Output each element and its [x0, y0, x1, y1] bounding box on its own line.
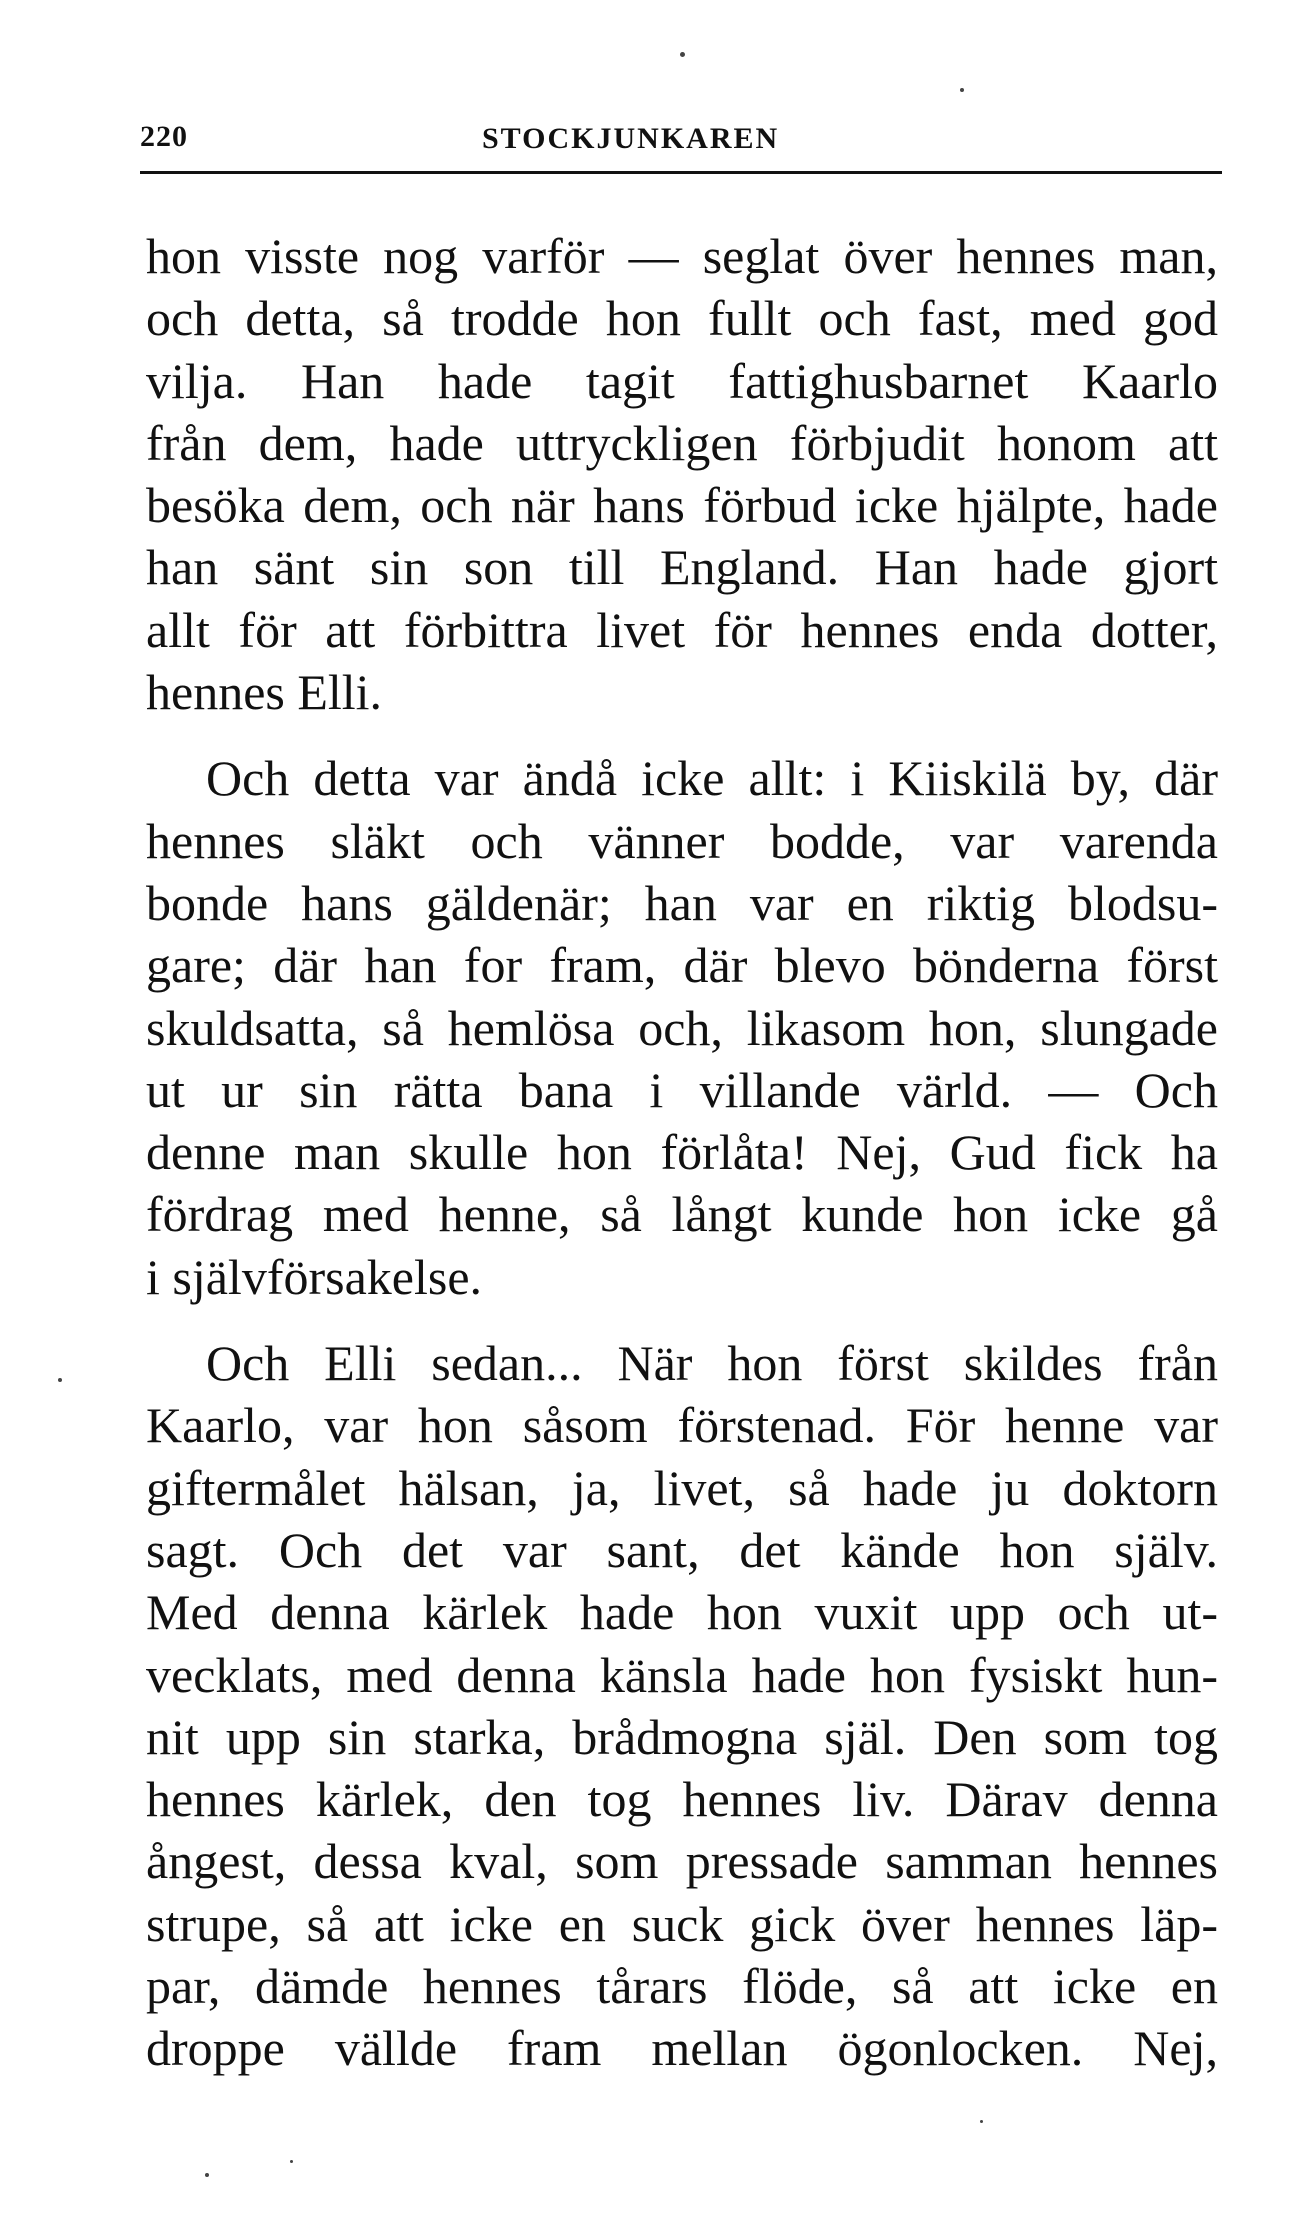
text-line: Och Elli sedan... När hon först skildes från [206, 1335, 1218, 1392]
text-line: besöka dem, och när hans förbud icke hjälpte, hade [146, 477, 1218, 534]
text-line: Med denna kärlek hade hon vuxit upp och ut- [146, 1584, 1218, 1641]
text-line: och detta, så trodde hon fullt och fast, med god [146, 290, 1218, 347]
text-line: i självförsakelse. [146, 1248, 483, 1305]
body-text [146, 225, 1218, 2104]
text-line: ångest, dessa kval, som pressade samman hennes [146, 1833, 1218, 1890]
text-line: från dem, hade uttryckligen förbjudit honom att [146, 414, 1218, 471]
running-title: STOCKJUNKAREN [482, 122, 780, 155]
text-line: gare; där han for fram, där blevo bönderna först [146, 937, 1218, 994]
text-line: skuldsatta, så hemlösa och, likasom hon, slungade [146, 999, 1218, 1056]
text-line: fördrag med henne, så långt kunde hon icke gå [146, 1186, 1218, 1243]
text-line: vilja. Han hade tagit fattighusbarnet Kaarlo [146, 352, 1218, 409]
text-line: droppe vällde fram mellan ögonlocken. Nej, [146, 2020, 1218, 2077]
scan-speck [960, 88, 964, 92]
header-rule [140, 171, 1222, 174]
paragraph-3 [146, 1332, 1218, 2080]
page-number: 220 [140, 120, 188, 153]
scan-speck [58, 1378, 62, 1382]
text-line: par, dämde hennes tårars flöde, så att icke en [146, 1958, 1218, 2015]
text-line: Och detta var ändå icke allt: i Kiiskilä by, där [206, 750, 1218, 807]
text-line: hennes Elli. [146, 664, 383, 721]
text-line: hennes släkt och vänner bodde, var varenda [146, 812, 1218, 869]
scan-speck [980, 2120, 983, 2123]
scan-speck [205, 2173, 209, 2177]
scan-speck [290, 2160, 293, 2163]
paragraph-1 [146, 225, 1218, 723]
paragraph-2 [146, 747, 1218, 1308]
text-line: strupe, så att icke en suck gick över hennes läp- [146, 1895, 1218, 1952]
running-head [140, 112, 1222, 164]
text-line: giftermålet hälsan, ja, livet, så hade ju doktorn [146, 1459, 1218, 1516]
text-line: ut ur sin rätta bana i villande värld. — Och [146, 1061, 1218, 1118]
text-line: allt för att förbittra livet för hennes enda dotter, [146, 601, 1218, 658]
text-line: bonde hans gäldenär; han var en riktig blodsu- [146, 874, 1218, 931]
text-line: han sänt sin son till England. Han hade gjort [146, 539, 1218, 596]
text-line: denne man skulle hon förlåta! Nej, Gud fick ha [146, 1124, 1218, 1181]
text-line: vecklats, med denna känsla hade hon fysiskt hun- [146, 1646, 1218, 1703]
text-line: Kaarlo, var hon såsom förstenad. För henne var [146, 1397, 1218, 1454]
text-line: hennes kärlek, den tog hennes liv. Därav denna [146, 1771, 1218, 1828]
text-line: hon visste nog varför — seglat över hennes man, [146, 228, 1218, 284]
scan-speck [680, 52, 685, 57]
text-line: nit upp sin starka, brådmogna själ. Den som tog [146, 1708, 1218, 1765]
text-line: sagt. Och det var sant, det kände hon själv. [146, 1521, 1218, 1578]
